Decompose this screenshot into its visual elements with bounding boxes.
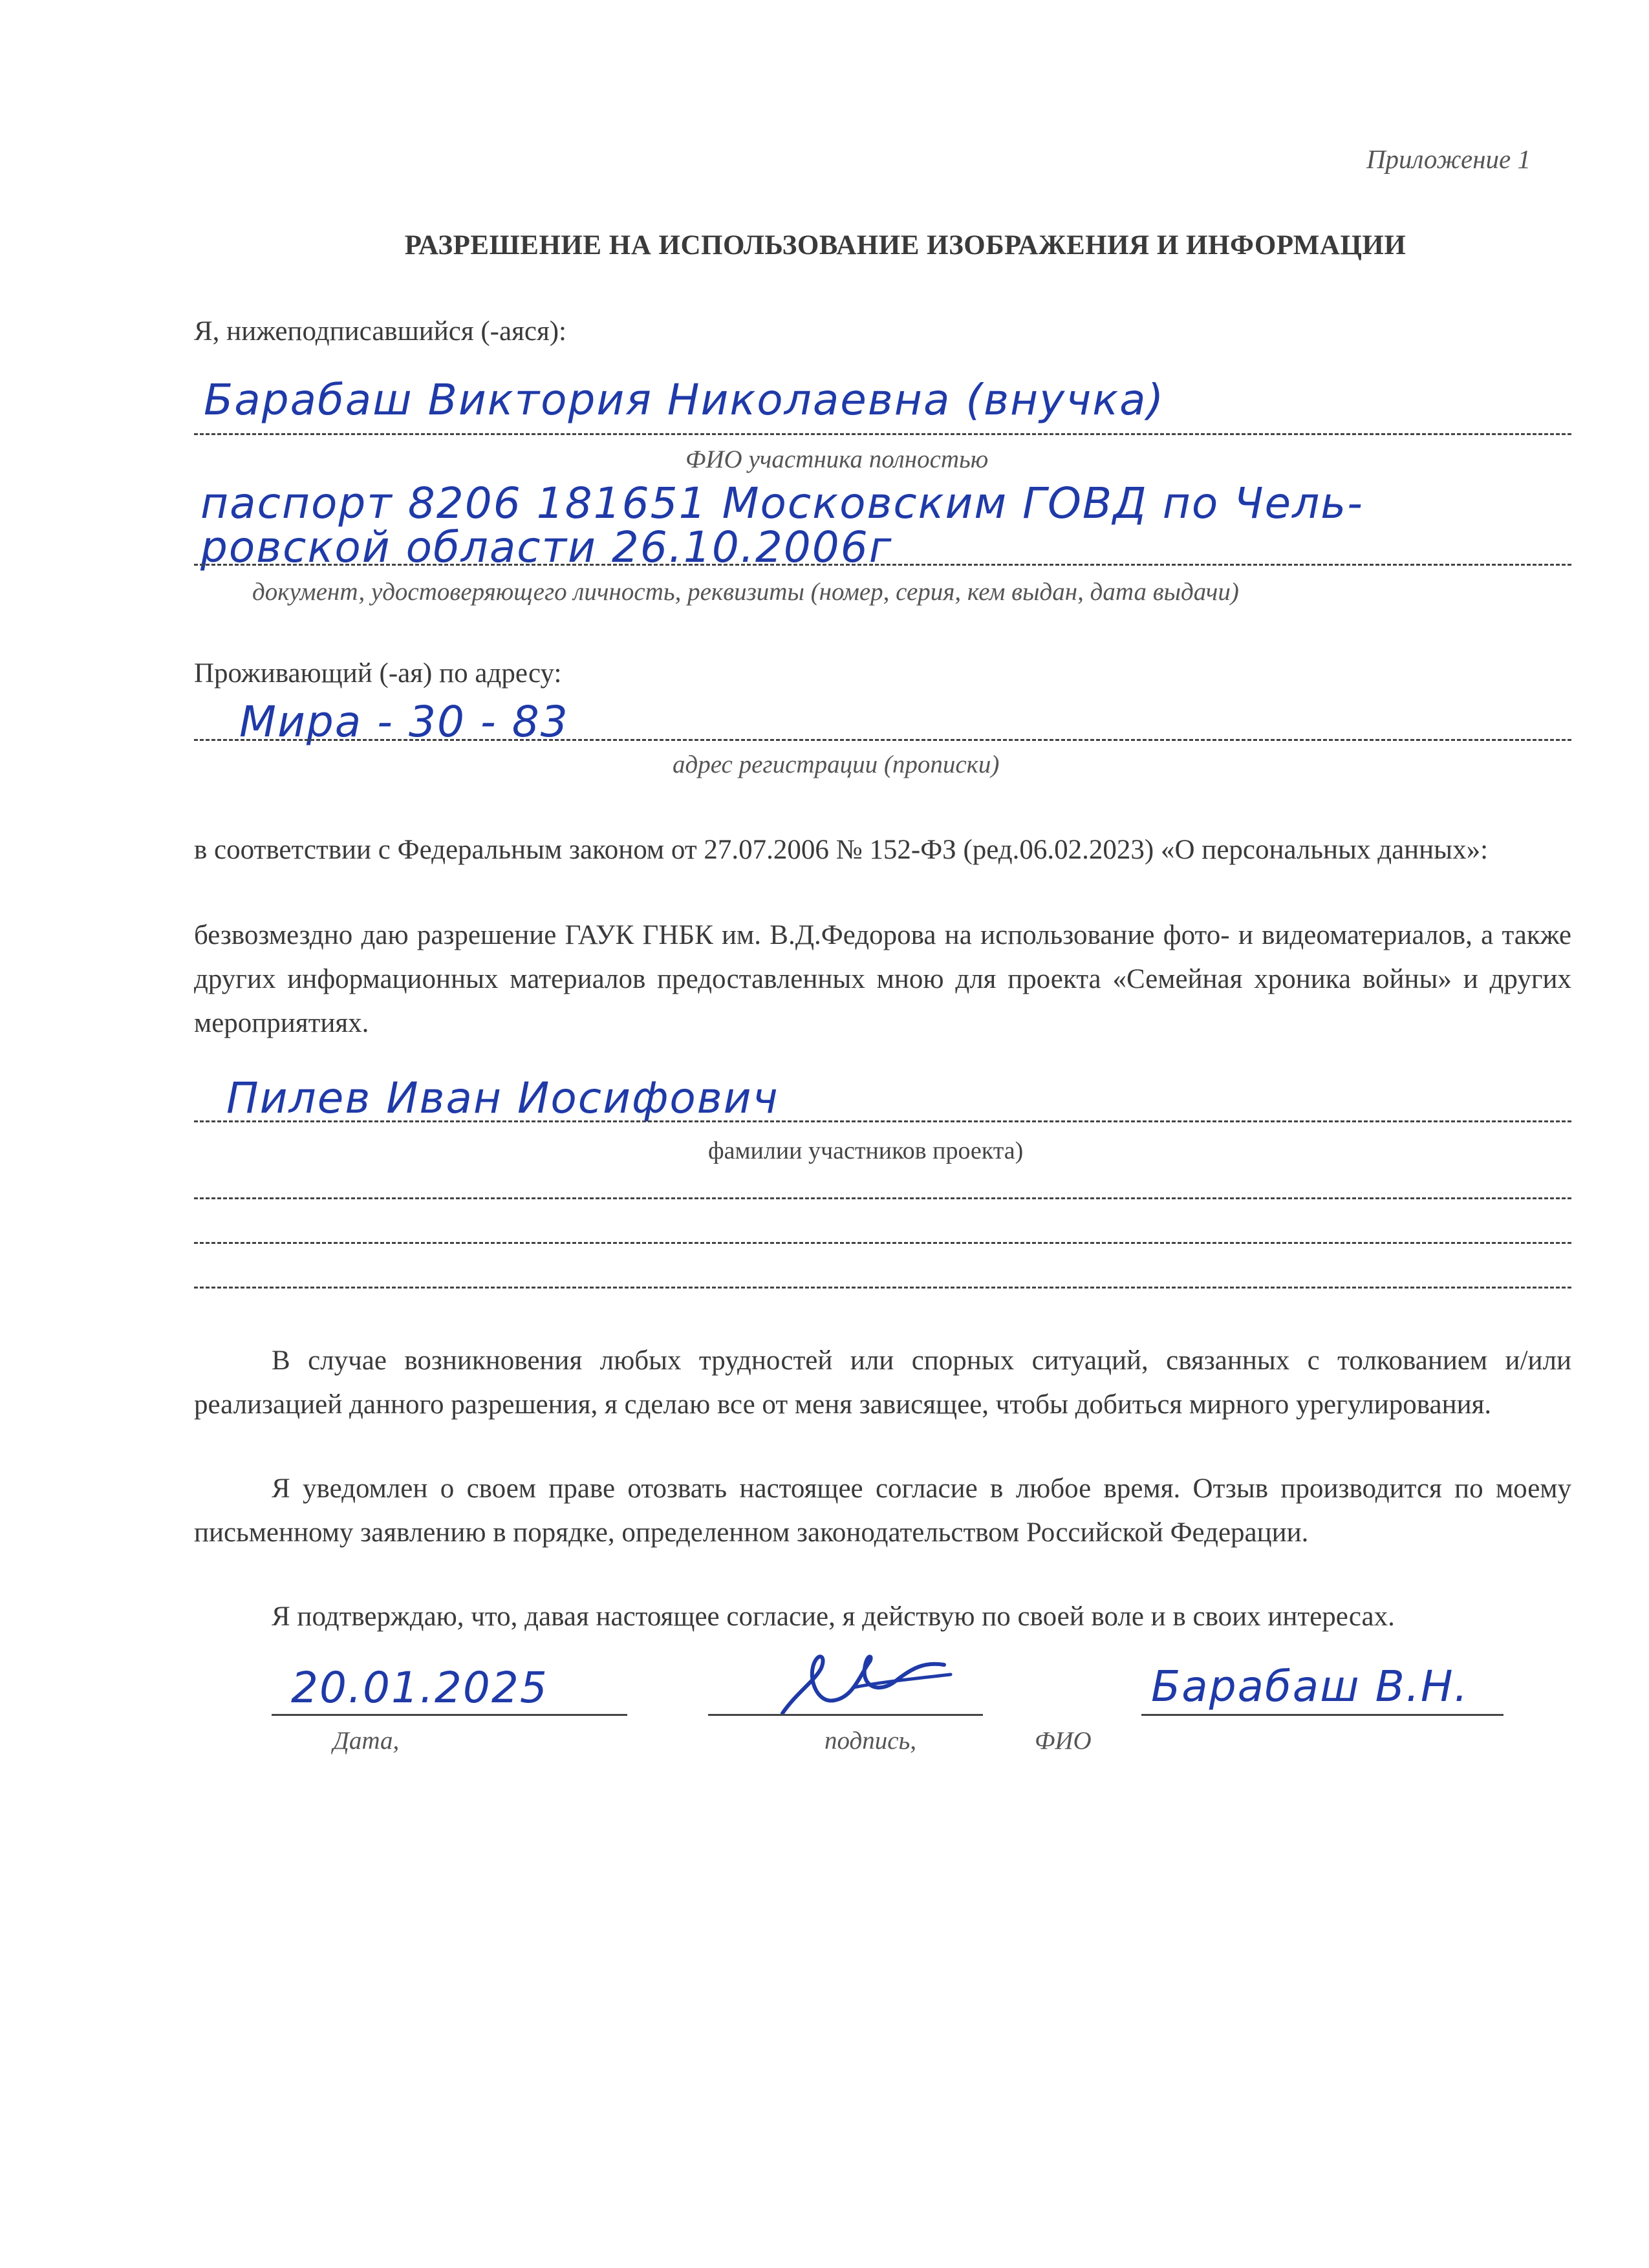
date-handwritten: 20.01.2025: [291, 1663, 548, 1713]
document-line2-handwritten: ровской области 26.10.2006г: [200, 522, 893, 572]
date-line: [272, 1714, 627, 1716]
address-label: Проживающий (-ая) по адресу:: [194, 658, 562, 689]
participants-handwritten: Пилев Иван Иосифович: [226, 1073, 779, 1123]
blank-line-2: [194, 1242, 1571, 1244]
blank-line-3: [194, 1287, 1571, 1289]
fio-handwritten: Барабаш В.Н.: [1151, 1662, 1469, 1711]
intro-label: Я, нижеподписавшийся (-аяся):: [194, 316, 566, 347]
appendix-label: Приложение 1: [1366, 144, 1531, 174]
full-name-line: [194, 433, 1571, 435]
document-line: [194, 564, 1571, 566]
date-caption: Дата,: [333, 1727, 400, 1755]
blank-line-1: [194, 1197, 1571, 1199]
full-name-handwritten: Барабаш Виктория Николаевна (внучка): [204, 375, 1165, 425]
signature-line: [708, 1714, 983, 1716]
participants-caption: фамилии участников проекта): [708, 1137, 1024, 1164]
address-line: [194, 739, 1571, 741]
signature-caption: подпись,: [824, 1727, 917, 1755]
document-line1-handwritten: паспорт 8206 181651 Московским ГОВД по Чель-: [200, 478, 1364, 528]
address-caption: адрес регистрации (прописки): [673, 751, 1000, 778]
law-paragraph: в соответствии с Федеральным законом от 27.07.2006 № 152-ФЗ (ред.06.02.2023) «О персональных данных»:: [194, 835, 1489, 865]
fio-line: [1141, 1714, 1503, 1716]
confirm-paragraph: Я подтверждаю, что, давая настоящее согласие, я действую по своей воле и в своих интересах.: [272, 1601, 1395, 1632]
dispute-paragraph: В случае возникновения любых трудностей или спорных ситуаций, связанных с толкованием и/или реализацией данного разрешения, я сделаю все от меня зависящее, чтобы добиться мирного урегулирования.: [194, 1345, 1571, 1420]
document-caption: документ, удостоверяющего личность, реквизиты (номер, серия, кем выдан, дата выдачи): [252, 578, 1239, 606]
participants-line: [194, 1120, 1571, 1122]
revoke-paragraph: Я уведомлен о своем праве отозвать настоящее согласие в любое время. Отзыв производится по моему письменному заявлению в порядке, определенном законодательством Российской Федерации.: [194, 1473, 1571, 1548]
permission-paragraph: безвозмездно даю разрешение ГАУК ГНБК им. В.Д.Федорова на использование фото- и видеоматериалов, а также других информационных материалов предоставленных мною для проекта «Семейная хроника войны» и других мероприятиях.: [194, 920, 1571, 1038]
full-name-caption: ФИО участника полностью: [685, 445, 989, 473]
document-title: РАЗРЕШЕНИЕ НА ИСПОЛЬЗОВАНИЕ ИЗОБРАЖЕНИЯ И ИНФОРМАЦИИ: [404, 230, 1406, 261]
fio-caption: ФИО: [1035, 1727, 1092, 1755]
address-handwritten: Мира - 30 - 83: [239, 697, 569, 747]
